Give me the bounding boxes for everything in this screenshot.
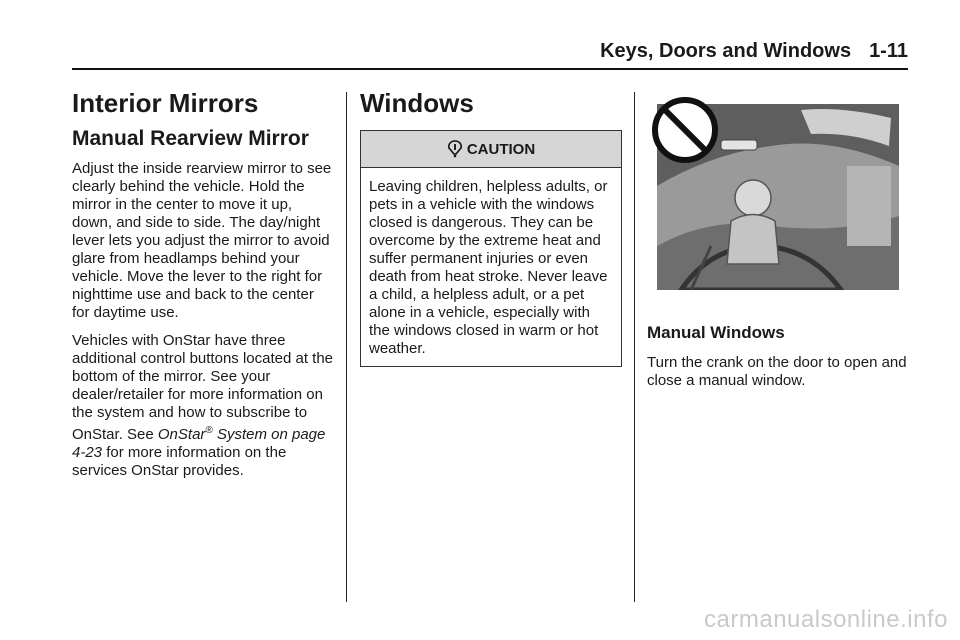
page-header	[72, 38, 908, 70]
mirror-paragraph: Adjust the inside rearview mirror to see clearly behind the vehicle. Hold the mirror in the center to move it up, down, and side to side. The day/night lever lets you adjust the mirror to avoid glare from headlamps behind your vehicle. Move the lever to the right for nighttime use and back to the center for daytime use.	[72, 160, 332, 321]
middle-column	[360, 88, 622, 367]
warning-icon	[447, 140, 463, 158]
caution-box	[360, 130, 622, 367]
section-heading: Interior Mirrors	[72, 88, 259, 118]
column-divider-2	[634, 92, 635, 602]
caution-label: CAUTION	[466, 140, 536, 158]
no-child-in-car-illustration	[651, 96, 899, 290]
caution-header	[361, 131, 621, 168]
subsection-heading: Manual Rearview Mirror	[72, 127, 309, 150]
section-title: Keys, Doors and Windows	[600, 40, 852, 62]
watermark: carmanualsonline.info	[704, 606, 948, 633]
onstar-reference-link[interactable]: OnStar® System on page 4-23	[72, 425, 326, 461]
manual-windows-heading: Manual Windows	[647, 323, 785, 342]
windows-heading: Windows	[360, 88, 474, 118]
onstar-paragraph: Vehicles with OnStar have three additional control buttons located at the bottom of the mirror. See your dealer/retailer for more information on the system and how to subscribe to OnStar. See OnStar® System on page 4-23 for more information on the services OnStar provides.	[72, 332, 334, 479]
column-divider-1	[346, 92, 347, 602]
caution-text: Leaving children, helpless adults, or pets in a vehicle with the windows closed is dangerous. They can be overcome by the extreme heat and suffer permanent injuries or even death from heat stroke. Never leave a child, a helpless adult, or a pet alone in a vehicle, especially with the windows closed in warm or hot weather.	[369, 178, 608, 357]
manual-windows-paragraph: Turn the crank on the door to open and close a manual window.	[647, 354, 907, 389]
page-number: 1-11	[869, 40, 908, 62]
left-column	[72, 88, 334, 490]
